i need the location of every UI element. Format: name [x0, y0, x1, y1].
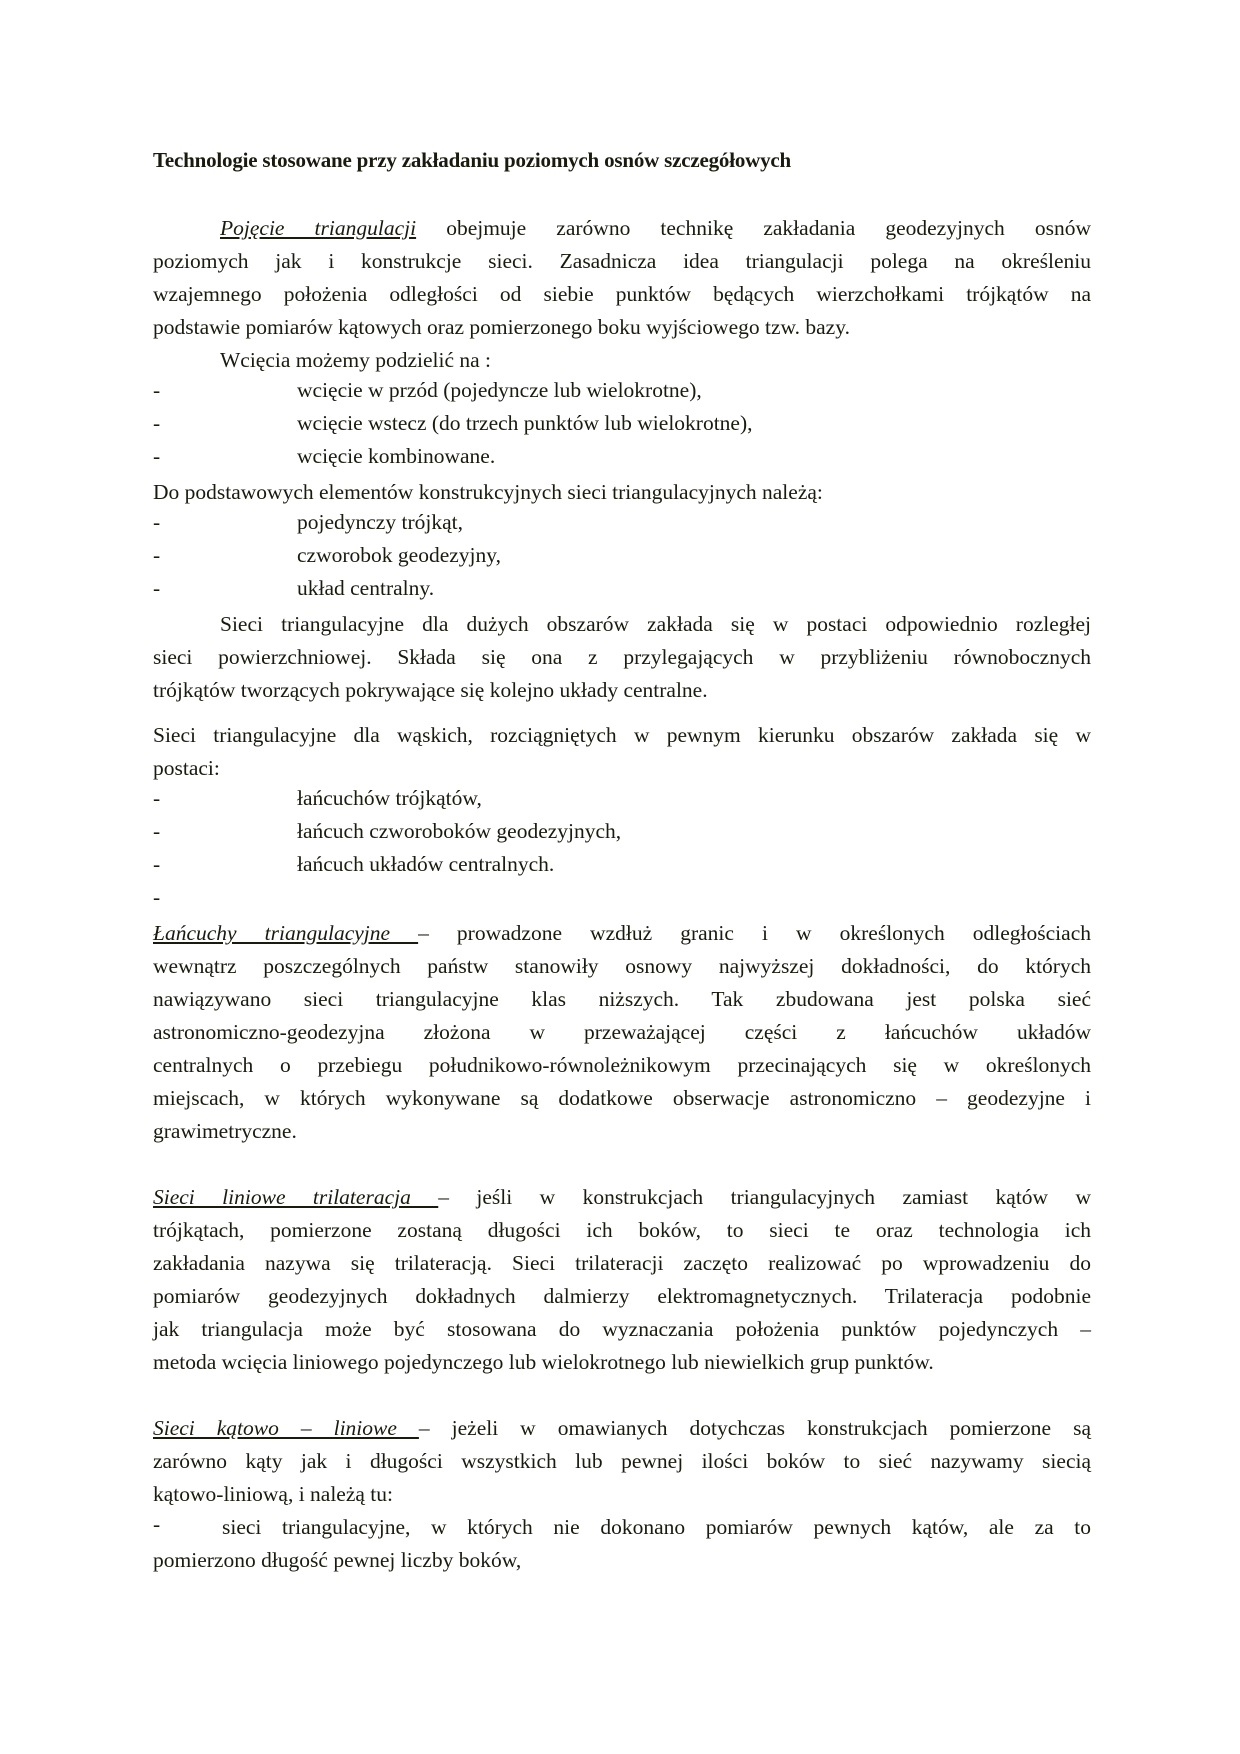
lancuchy-line-1: Łańcuchy triangulacyjne – prowadzone wzdłuż granic i w określonych odległościach	[153, 921, 1091, 945]
elementy-item-3: układ centralny.	[297, 576, 435, 600]
lancuchy-line-4: astronomiczno-geodezyjna złożona w przeważającej części z łańcuchów układów	[153, 1020, 1091, 1044]
intro-heading: Pojęcie triangulacji	[220, 216, 417, 240]
wciecia-lead: Wcięcia możemy podzielić na :	[220, 348, 492, 372]
waskie-line-1: Sieci triangulacyjne dla wąskich, rozciągniętych w pewnym kierunku obszarów zakłada się w	[153, 723, 1091, 747]
wciecia-item-2: wcięcie wstecz (do trzech punktów lub wielokrotne),	[297, 411, 753, 435]
lancuchy-line-5: centralnych o przebiegu południkowo-równoleżnikowym przecinających się w określonych	[153, 1053, 1091, 1077]
intro-line-2: poziomych jak i konstrukcje sieci. Zasadnicza idea triangulacji polega na określeniu	[153, 249, 1091, 273]
intro-line-1: Pojęcie triangulacji obejmuje zarówno technikę zakładania geodezyjnych osnów	[220, 216, 1091, 240]
trilateracja-line-4: pomiarów geodezyjnych dokładnych dalmierzy elektromagnetycznych. Trilateracja podobnie	[153, 1284, 1091, 1308]
list-dash: -	[153, 852, 161, 876]
list-dash: -	[153, 786, 161, 810]
list-dash: -	[153, 510, 161, 534]
katowo-line-1: Sieci kątowo – liniowe – jeżeli w omawianych dotychczas konstrukcjach pomierzone są	[153, 1416, 1092, 1440]
elementy-lead: Do podstawowych elementów konstrukcyjnych sieci triangulacyjnych należą:	[153, 480, 823, 504]
list-dash: -	[153, 1512, 161, 1536]
intro-line-4: podstawie pomiarów kątowych oraz pomierzonego boku wyjściowego tzw. bazy.	[153, 315, 850, 339]
katowo-item-1: sieci triangulacyjne, w których nie dokonano pomiarów pewnych kątów, ale za to	[222, 1515, 1091, 1539]
katowo-heading: Sieci kątowo – liniowe	[153, 1416, 419, 1440]
trilateracja-heading: Sieci liniowe trilateracja	[153, 1185, 439, 1209]
trilateracja-line-5: jak triangulacja może być stosowana do wyznaczania położenia punktów pojedynczych –	[153, 1317, 1091, 1341]
trilateracja-line-6: metoda wcięcia liniowego pojedynczego lub wielokrotnego lub niewielkich grup punktów.	[153, 1350, 934, 1374]
duze-line-2: sieci powierzchniowej. Składa się ona z przylegających w przybliżeniu równobocznych	[153, 645, 1091, 669]
list-dash: -	[153, 543, 161, 567]
lancuchy-heading: Łańcuchy triangulacyjne	[153, 921, 419, 945]
elementy-item-2: czworobok geodezyjny,	[297, 543, 501, 567]
lancuchy-line-2: wewnątrz poszczególnych państw stanowiły osnowy najwyższej dokładności, do których	[153, 954, 1091, 978]
waskie-line-2: postaci:	[153, 756, 220, 780]
list-dash: -	[153, 819, 161, 843]
list-dash: -	[153, 411, 161, 435]
trilateracja-line-1: Sieci liniowe trilateracja – jeśli w konstrukcjach triangulacyjnych zamiast kątów w	[153, 1185, 1091, 1209]
waskie-item-3: łańcuch układów centralnych.	[297, 852, 555, 876]
lancuchy-line-3: nawiązywano sieci triangulacyjne klas niższych. Tak zbudowana jest polska sieć	[153, 987, 1091, 1011]
document-title: Technologie stosowane przy zakładaniu poziomych osnów szczegółowych	[153, 148, 792, 172]
list-dash-empty: -	[153, 885, 161, 909]
lancuchy-line-7: grawimetryczne.	[153, 1119, 297, 1143]
trilateracja-line-2: trójkątach, pomierzone zostaną długości ich boków, to sieci te oraz technologia ich	[153, 1218, 1091, 1242]
lancuchy-line-6: miejscach, w których wykonywane są dodatkowe obserwacje astronomiczno – geodezyjne i	[153, 1086, 1091, 1110]
waskie-item-1: łańcuchów trójkątów,	[297, 786, 482, 810]
list-dash: -	[153, 444, 161, 468]
katowo-line-3: kątowo-liniową, i należą tu:	[153, 1482, 394, 1506]
trilateracja-line-3: zakładania nazywa się trilateracją. Sieci trilateracji zaczęto realizować po wprowadzeniu do	[153, 1251, 1091, 1275]
katowo-item-1-cont: pomierzono długość pewnej liczby boków,	[153, 1548, 522, 1572]
list-dash: -	[153, 576, 161, 600]
waskie-item-2: łańcuch czworoboków geodezyjnych,	[297, 819, 622, 843]
wciecia-item-1: wcięcie w przód (pojedyncze lub wielokrotne),	[297, 378, 702, 402]
wciecia-item-3: wcięcie kombinowane.	[297, 444, 496, 468]
list-dash: -	[153, 378, 161, 402]
duze-line-3: trójkątów tworzących pokrywające się kolejno układy centralne.	[153, 678, 708, 702]
katowo-line-2: zarówno kąty jak i długości wszystkich lub pewnej ilości boków to sieć nazywamy siecią	[153, 1449, 1091, 1473]
duze-line-1: Sieci triangulacyjne dla dużych obszarów zakłada się w postaci odpowiednio rozległej	[220, 612, 1091, 636]
elementy-item-1: pojedynczy trójkąt,	[297, 510, 463, 534]
intro-line-3: wzajemnego położenia odległości od siebie punktów będących wierzchołkami trójkątów na	[153, 282, 1091, 306]
